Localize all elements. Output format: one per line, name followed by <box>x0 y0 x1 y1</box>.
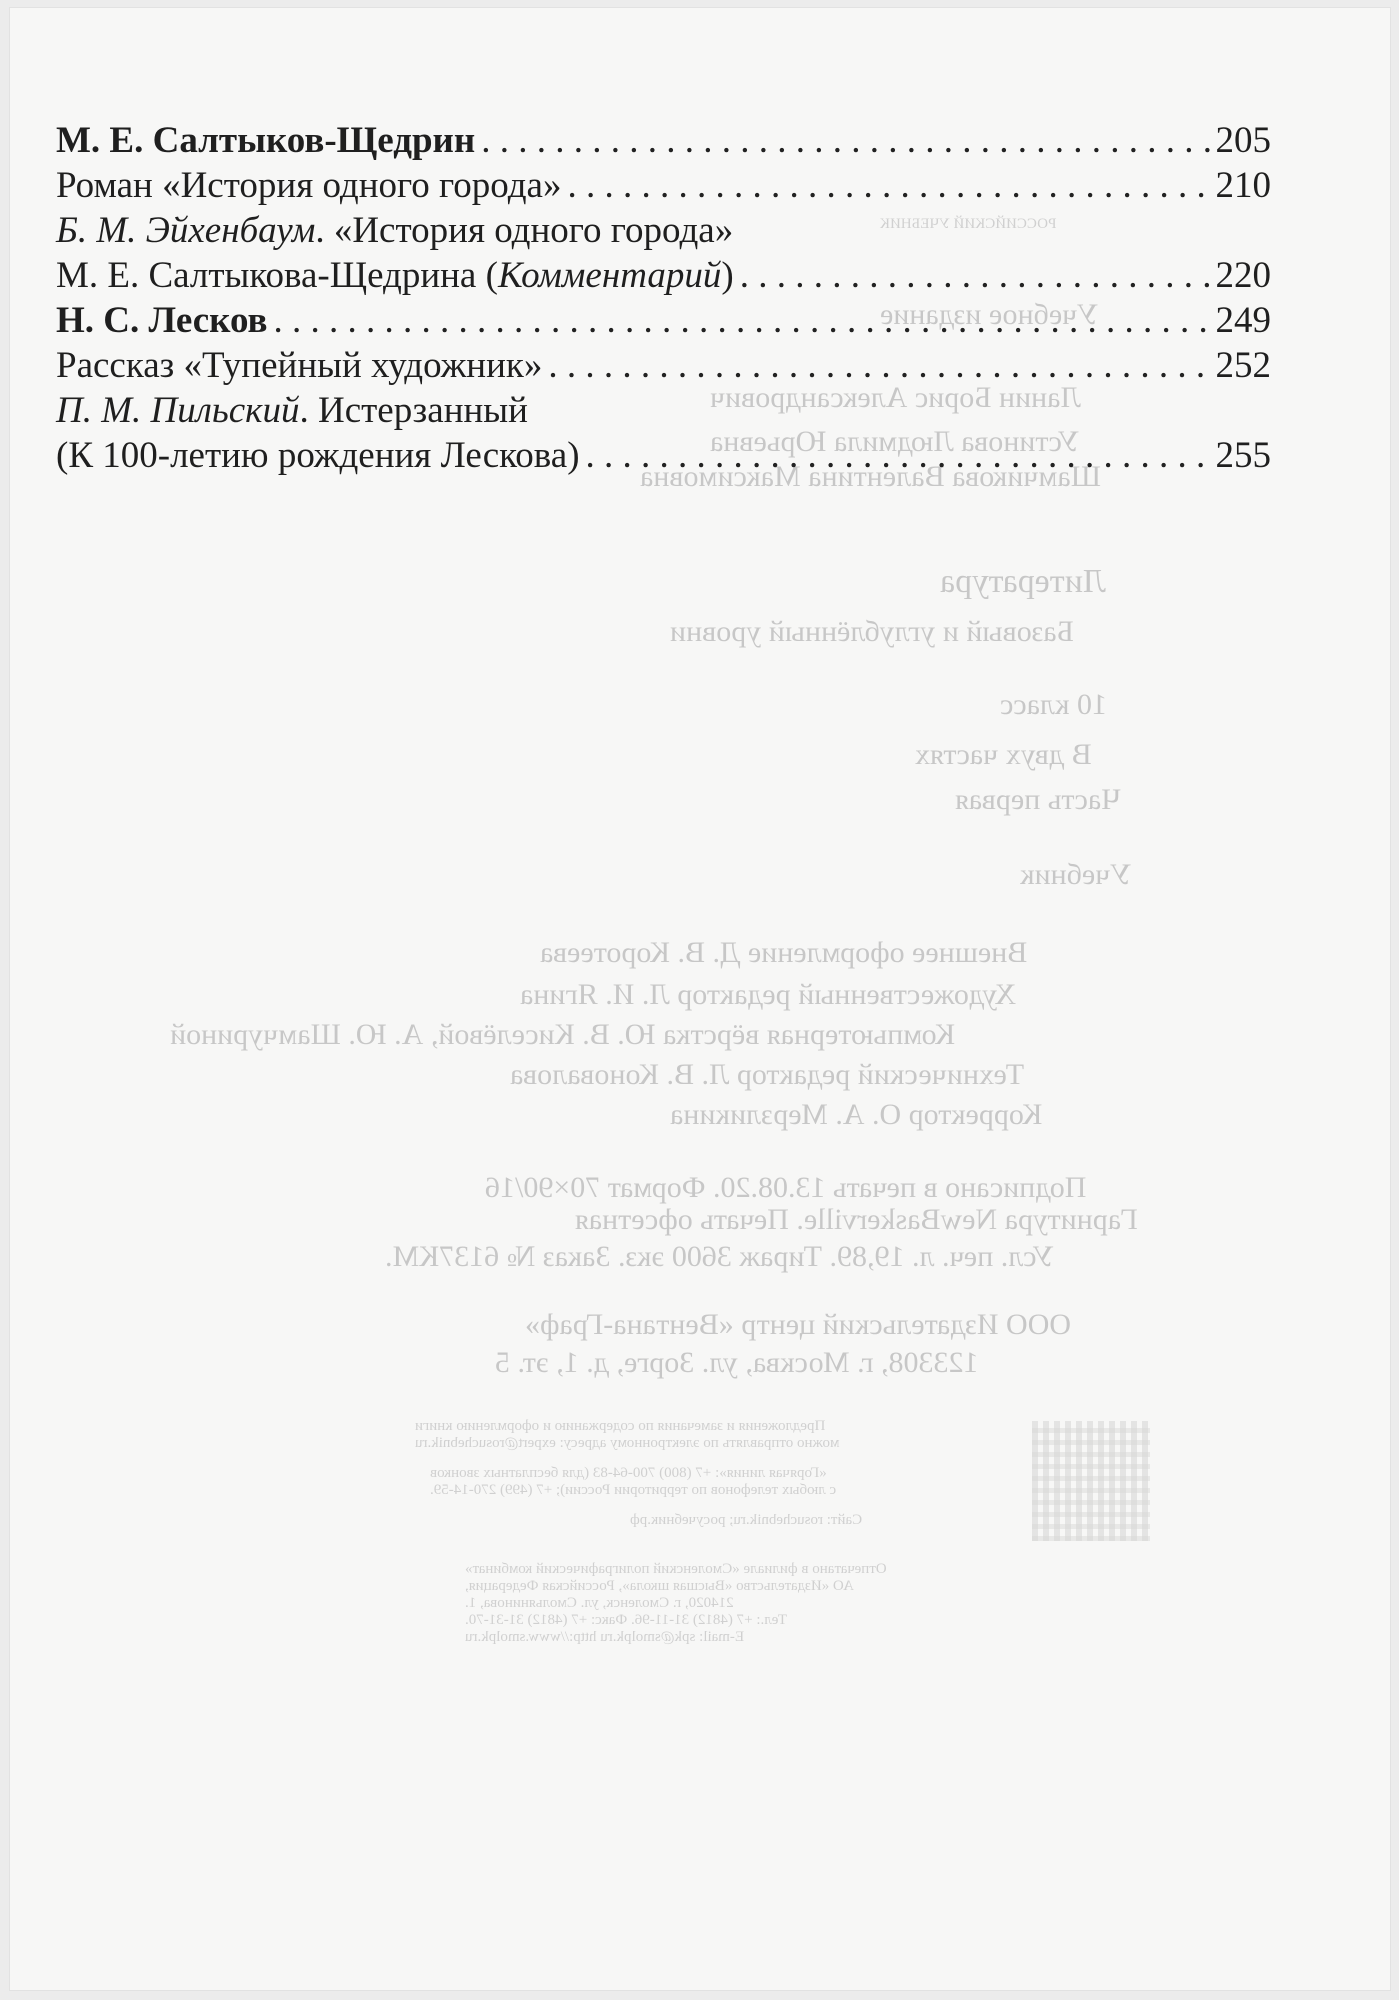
toc-title: . «История одного города» <box>315 210 734 251</box>
ghost-credit-3: Компьютерная вёрстка Ю. В. Киселёвой, А. Ю. Шамчуриной <box>170 1018 956 1051</box>
ghost-printer-1: Отпечатано в филиале «Смоленский полиграфический комбинат» <box>465 1561 887 1577</box>
ghost-publisher-1: ООО Издательский центр «Вентана-Граф» <box>525 1308 1071 1341</box>
ghost-credit-2: Художественный редактор Л. И. Ягина <box>520 978 1017 1011</box>
ghost-author-3: Шамчикова Валентина Максимовна <box>640 460 1102 493</box>
book-page <box>10 8 1390 1990</box>
toc-title-continued: М. Е. Салтыкова-Щедрина ( <box>56 255 498 296</box>
ghost-print-3: Усл. печ. л. 19,89. Тираж 3600 экз. Заказ № 6137КМ. <box>385 1240 1055 1273</box>
ghost-contact-5: Сайт: rosuchebnik.ru; росучебник.рф <box>630 1512 863 1528</box>
toc-author: Н. С. Лесков <box>56 300 268 341</box>
ghost-credit-1: Внешнее оформление Д. В. Коротеева <box>540 936 1028 969</box>
toc-author: Б. М. Эйхенбаум <box>56 210 316 251</box>
ghost-author-1: Ланин Борис Александрович <box>710 381 1081 414</box>
ghost-printer-3: 214020, г. Смоленск, ул. Смольянинова, 1. <box>465 1595 734 1611</box>
toc-page-number: 249 <box>1215 300 1271 341</box>
ghost-credit-5: Корректор О. А. Мерзликина <box>670 1098 1043 1131</box>
ghost-printer-4: Тел.: +7 (4812) 31-11-96. Факс: +7 (4812) 31-31-70. <box>465 1612 787 1628</box>
ghost-author-2: Устинова Людмила Юрьевна <box>710 425 1080 458</box>
toc-entry[interactable] <box>56 253 1271 298</box>
toc-author: М. Е. Салтыков-Щедрин <box>56 120 476 161</box>
toc-page-number: 252 <box>1215 345 1271 386</box>
ghost-parts: В двух частях <box>915 738 1092 771</box>
ghost-print-2: Гарнитура NewBaskerville. Печать офсетная <box>575 1203 1138 1236</box>
ghost-contact-4: с любых телефонов по территории России); +7 (499) 270-14-59. <box>430 1482 837 1498</box>
ghost-credit-4: Технический редактор Л. В. Коновалова <box>510 1058 1025 1091</box>
toc-title: . Истерзанный <box>299 390 528 431</box>
toc-page-number: 220 <box>1215 255 1271 296</box>
ghost-qr-code <box>1032 1421 1150 1541</box>
ghost-contact-2: можно отправлять по электронному адресу: expert@rosuchebnik.ru <box>415 1435 840 1451</box>
ghost-contact-1: Предложения и замечания по содержанию и оформлению книги <box>415 1418 826 1434</box>
toc-entry[interactable] <box>56 163 1271 208</box>
toc-entry-line[interactable] <box>56 208 1271 253</box>
ghost-publisher-2: 123308, г. Москва, ул. Зорге, д. 1, эт. 5 <box>495 1346 979 1379</box>
ghost-printer-2: АО «Издательство «Высшая школа», Российская Федерация, <box>465 1578 854 1594</box>
ghost-type: Учебник <box>1020 858 1132 891</box>
ghost-series-label: РОССИЙСКИЙ УЧЕБНИК <box>880 216 1057 232</box>
ghost-contact-3: «Горячая линия»: +7 (800) 700-64-83 (для бесплатных звонков <box>430 1465 827 1481</box>
toc-page-number: 255 <box>1215 435 1271 476</box>
toc-entry[interactable] <box>56 118 1271 163</box>
ghost-print-1: Подписано в печать 13.08.20. Формат 70×90/16 <box>485 1171 1087 1204</box>
toc-page-number: 205 <box>1215 120 1271 161</box>
toc-page-number: 210 <box>1215 165 1271 206</box>
toc-title-end: ) <box>721 255 734 296</box>
dot-leader <box>481 118 1209 163</box>
toc-entry[interactable] <box>56 433 1271 478</box>
dot-leader <box>586 433 1210 478</box>
toc-author: П. М. Пильский <box>56 390 300 431</box>
toc-entry-line[interactable] <box>56 388 1271 433</box>
ghost-level: Базовый и углублённый уровни <box>670 615 1074 648</box>
dot-leader <box>740 253 1210 298</box>
toc-entry[interactable] <box>56 343 1271 388</box>
table-of-contents <box>56 118 1271 478</box>
toc-title-continued: (К 100-летию рождения Лескова) <box>56 435 580 476</box>
toc-title-italic: Комментарий <box>497 255 722 296</box>
toc-title: Рассказ «Тупейный художник» <box>56 345 543 386</box>
toc-title: Роман «История одного города» <box>56 165 562 206</box>
ghost-printer-5: E-mail: spk@smolpk.ru http://www.smolpk.ru <box>465 1629 745 1645</box>
ghost-edition: Учебное издание <box>880 298 1099 331</box>
dot-leader <box>548 343 1209 388</box>
ghost-grade: 10 класс <box>1000 688 1107 721</box>
dot-leader <box>567 163 1209 208</box>
ghost-subject: Литература <box>940 563 1106 600</box>
toc-entry[interactable] <box>56 298 1271 343</box>
ghost-part: Часть первая <box>955 783 1121 816</box>
dot-leader <box>274 298 1210 343</box>
